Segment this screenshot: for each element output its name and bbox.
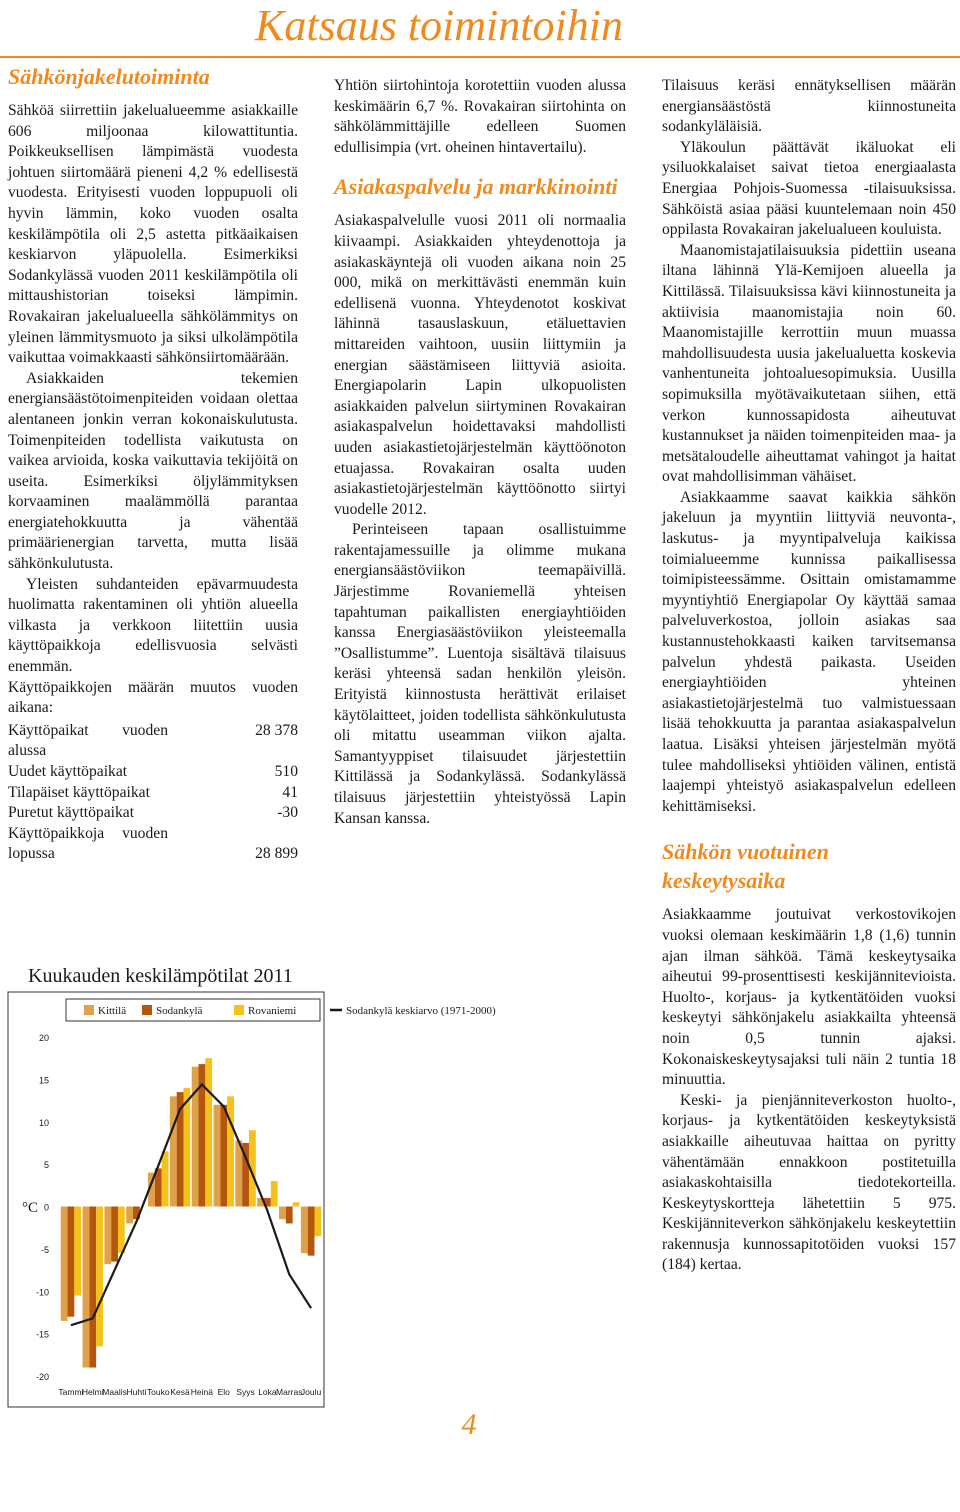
- heading-keskeytysaika: Sähkön vuotuinen keskeytysaika: [662, 839, 829, 894]
- y-tick-label: -10: [35, 1287, 49, 1298]
- row-value: 41: [282, 783, 298, 801]
- paragraph: Asiakkaamme saavat kaikkia sähkön jakeluun ja myyntiin liittyviä neuvonta-, laskutus- ja myyntipalveluja kaikissa toimialueemme kunnissa paikallisessa toimipisteessämme. Osittain omistamamme myyntiyhtiö Energiapolar Oy käyttää samaa palveluverkostoa, jolloin asiakas saa kustannustehokkaasti kaiken tarvitsemansa palvelun yhdestä paikasta. Useiden energiayhtiöiden yhteinen asiakastietojärjestelmä tuo valmistuessaan lisää tehokkuutta ja parantaa asiakaspalvelun laatua. Lisäksi yhteisen järjestelmän myötä tulee mahdolliseksi yhtiöiden välinen, entistä laajempi yhteistyö asiakaspalvelun edelleen kehittämiseksi.: [662, 488, 956, 815]
- row-label: Käyttöpaikat vuoden alussa: [8, 721, 168, 760]
- x-tick-label: Touko: [146, 1387, 170, 1397]
- x-tick-label: Heinä: [190, 1387, 214, 1397]
- paragraph: Sähköä siirrettiin jakelualueemme asiakkaille 606 miljoonaa kilowattituntia. Poikkeuksellisen lämpimästä vuodesta johtuen siirtomäärä pieneni 4,2 % edellisestä vuodesta. Erityisesti vuoden loppupuoli oli hyvin lämmin, koko vuoden osalta keskilämpötila oli 2,5 astetta pitkäaikaisen keskiarvon yläpuolella. Esimerkiksi Sodankylässä vuoden 2011 keskilämpötila oli mittaushistorian toiseksi lämpimin. Rovakairan jakelualueella sähkölämmitys on yleinen lämmitysmuoto ja siksi ulkolämpötila vaikuttaa voimakkaasti sähkönsiirtomäärään.: [8, 102, 298, 367]
- row-value: 28 899: [255, 845, 298, 863]
- legend-label: Sodankylä: [156, 1005, 203, 1017]
- bar-sodankylä: [286, 1207, 293, 1224]
- row-value: 28 378: [255, 721, 298, 739]
- y-tick-label: 0: [43, 1202, 49, 1213]
- stats-table: [8, 721, 298, 865]
- bar-sodankylä: [68, 1207, 75, 1317]
- y-tick-label: 20: [38, 1033, 49, 1043]
- paragraph: Perinteiseen tapaan osallistuimme rakentajamessuille ja olimme mukana energiansäästöviikon teemapäivillä. Järjestimme Rovaniemellä yhteisen tapahtuman paikallisten energiayhtiöiden kanssa Energiasäästöviikon yleisteemalla ”Osallistumme”. Luentoja sisältävä tilaisuus keräsi yhteensä sadan henkilön yleisön. Erityistä kiinnostusta herättivät erilaiset käytölaitteet, joiden todellista sähkönkulutusta oli mitattu useamman viikon ajalta. Samantyyppiset tilaisuudet järjestettiin Kittilässä ja Sodankylässä. Sodankylässä tilaisuus järjestettiin yhteistyössä Lapin Kansan kanssa.: [334, 521, 626, 827]
- page-number: 4: [461, 1408, 477, 1441]
- table-row: [8, 803, 298, 824]
- bar-sodankylä: [111, 1207, 118, 1262]
- y-tick-label: 10: [38, 1117, 49, 1128]
- bar-sodankylä: [89, 1207, 96, 1368]
- legend-label: Kittilä: [98, 1005, 127, 1017]
- x-tick-label: Marras: [276, 1387, 303, 1397]
- title-rule: [0, 56, 960, 58]
- y-axis-label: °C: [22, 1200, 39, 1216]
- y-tick-label: -5: [40, 1244, 49, 1255]
- bar-rovaniemi: [271, 1181, 278, 1206]
- bar-kittilä: [301, 1207, 308, 1254]
- y-tick-label: 15: [38, 1075, 49, 1086]
- bar-rovaniemi: [314, 1207, 321, 1237]
- paragraph: Asiakkaamme joutuivat verkostovikojen vuoksi olemaan keskimäärin 1,8 (1,6) tunnin ajan ilman sähköä. Tämä keskeytysaika aiheutui 99-prosenttisesti keskijännitevioista. Huolto-, korjaus- ja kytkentätöiden vuoksi keskeytyi sähkönjakelu asiakkailta yhteensä noin 0,5 tunnin ajaksi. Kokonaiskeskeytysajaksi tuli näin 2 tuntia 18 minuuttia.: [662, 906, 956, 1089]
- x-tick-label: Joulu: [300, 1387, 322, 1397]
- paragraph: Keski- ja pienjänniteverkoston huolto-, korjaus- ja kytkentätöiden keskeytyksistä asiakkaille aiheutuvaa haittaa on pyritty vähentämään ennakkoon postitetuilla asiakaskohtaisilla tiedotekorteilla. Keskeytyskortteja lähetettiin 5 975. Keskijänniteverkon sähkönjakelu keskeytettiin rakennusja kunnossapitotöiden vuoksi 157 (184) kertaa.: [662, 1091, 956, 1274]
- paragraph: Yhtiön siirtohintoja korotettiin vuoden alussa keskimäärin 6,7 %. Rovakairan siirtohinta on sähkölämmittäjille edelleen Suomen edullisimpia (vrt. oheinen hintavertailu).: [334, 77, 626, 156]
- paragraph: Asiakkaiden tekemien energiansäästötoimenpiteiden voidaan olettaa alentaneen jonkin verran kokonaiskulutusta. Toimenpiteiden todellista vaikutusta on vaikea arvioida, koska vaikuttavia tekijöitä on useita. Esimerkiksi öljylämmityksen korvaaminen maalämmöllä parantaa energiatehokkuutta ja vähentää primäärienergian tarvetta, mutta lisää sähkönkulutusta.: [8, 369, 298, 573]
- paragraph: Asiakaspalvelulle vuosi 2011 oli normaalia kiivaampi. Asiakkaiden yhteydenottoja ja asiakaskäyntejä oli vuoden aikana noin 25 000, mikä on merkittävästi enemmän kuin edellisenä vuonna. Yhteydenotot koskivat lähinnä tasauslaskuun, etäluettavien mittareiden vaihtoon, uusiin liittymiin ja energian säästämiseen liittyviä asioita. Energiapolarin Lapin ulkopuolisten asiakkaiden palvelun siirtyminen Rovakairan asiakaspalvelun hoidettavaksi mahdollisti uuden asiakastietojärjestelmän käyttöönoton etuajassa. Rovakairan osalta uuden asiakastietojärjestelmän käyttöönotto siirtyi vuodelle 2012.: [334, 212, 626, 518]
- column-3: [662, 76, 956, 1276]
- row-label: Uudet käyttöpaikat: [8, 763, 128, 780]
- table-row: [8, 783, 298, 804]
- x-tick-label: Huhti: [126, 1387, 147, 1397]
- bar-rovaniemi: [293, 1202, 300, 1206]
- y-tick-label: -15: [35, 1329, 49, 1340]
- heading-asiakaspalvelu: Asiakaspalvelu ja markkinointi: [334, 174, 618, 200]
- bar-kittilä: [104, 1207, 111, 1265]
- x-tick-label: Helmi: [81, 1387, 104, 1397]
- bar-kittilä: [83, 1207, 90, 1368]
- bar-rovaniemi: [118, 1207, 125, 1254]
- legend-swatch: [142, 1005, 152, 1015]
- page-title: Katsaus toimintoihin: [255, 1, 623, 50]
- row-value: 510: [274, 763, 298, 780]
- paragraph: Tilaisuus keräsi ennätyksellisen määrän energiansäästöstä kiinnostuneita sodankyläläisiä.: [662, 77, 956, 136]
- legend-swatch: [84, 1005, 94, 1015]
- x-tick-label: Loka: [258, 1387, 277, 1397]
- bar-kittilä: [214, 1105, 221, 1207]
- x-tick-label: Elo: [217, 1387, 230, 1397]
- bar-kittilä: [170, 1096, 177, 1206]
- row-label: Tilapäiset käyttöpaikat: [8, 783, 150, 801]
- legend-swatch: [234, 1005, 244, 1015]
- row-label: Käyttöpaikkoja vuoden lopussa: [8, 824, 168, 863]
- chart-title: Kuukauden keskilämpötilat 2011: [28, 965, 293, 987]
- paragraph: Maanomistajatilaisuuksia pidettiin useana iltana lähinnä Ylä-Kemijoen alueella ja Kittilässä. Tilaisuuksissa kävi kiinnostuneita ja aktiivisia maanomistajia noin 60. Maanomistajille kerrottiin muun muassa mahdollisuudesta uusia jakelualuetta koskevia vanhentuneita johtoaluesopimuksia. Uusilla sopimuksilla myötävaikutetaan siihen, että verkon kunnossapidosta aiheutuvat kustannukset ja näiden toimenpiteiden maa- ja metsätaloudelle aiheuttamat vahingot ja haitat ovat mahdollisimman vähäiset.: [662, 241, 956, 486]
- x-tick-label: Tammi: [58, 1387, 84, 1397]
- bar-kittilä: [235, 1140, 242, 1206]
- heading-sahkonjakelu: Sähkönjakelutoiminta: [8, 64, 210, 89]
- legend-label: Rovaniemi: [248, 1005, 297, 1017]
- table-row: [8, 721, 298, 762]
- bar-rovaniemi: [96, 1207, 103, 1347]
- table-intro: Käyttöpaikkojen määrän muutos vuoden aikana:: [8, 678, 298, 717]
- bar-kittilä: [279, 1207, 286, 1220]
- temperature-chart: [0, 962, 496, 1412]
- y-tick-label: -20: [35, 1372, 49, 1382]
- y-tick-label: 5: [43, 1160, 49, 1171]
- paragraph: Yleisten suhdanteiden epävarmuudesta huolimatta rakentaminen oli yhtiön alueella vilkasta ja verkkoon liitettiin uusia käyttöpaikkoja edellisvuosia selvästi enemmän.: [8, 575, 298, 676]
- bar-rovaniemi: [74, 1207, 81, 1296]
- chart-plot: [36, 1033, 322, 1397]
- x-tick-label: Maalis: [102, 1387, 127, 1397]
- x-tick-label: Syys: [236, 1387, 255, 1397]
- table-row: [8, 762, 298, 783]
- paragraph: Yläkoulun päättävät ikäluokat eli ysiluokkalaiset saivat tietoa energiaalasta Energiaa Pohjois-Suomessa -tilaisuuksissa. Sähköistä asiaa pääsi kuuntelemaan noin 450 oppilasta Rovakairan jakelualueen kouluista.: [662, 138, 956, 239]
- chart-legend: [66, 999, 496, 1021]
- table-row: [8, 824, 298, 865]
- row-value: -30: [277, 804, 298, 822]
- bar-sodankylä: [220, 1105, 227, 1207]
- legend-label: Sodankylä keskiarvo (1971-2000): [346, 1005, 496, 1017]
- bar-rovaniemi: [162, 1151, 169, 1206]
- bar-sodankylä: [308, 1207, 315, 1256]
- column-1: [8, 62, 298, 865]
- bar-kittilä: [126, 1207, 133, 1224]
- bar-rovaniemi: [227, 1096, 234, 1206]
- bar-kittilä: [192, 1067, 199, 1207]
- column-2: [334, 76, 626, 829]
- x-tick-label: Kesä: [170, 1387, 190, 1397]
- bar-kittilä: [61, 1207, 68, 1321]
- bar-rovaniemi: [205, 1058, 212, 1206]
- row-label: Puretut käyttöpaikat: [8, 804, 135, 822]
